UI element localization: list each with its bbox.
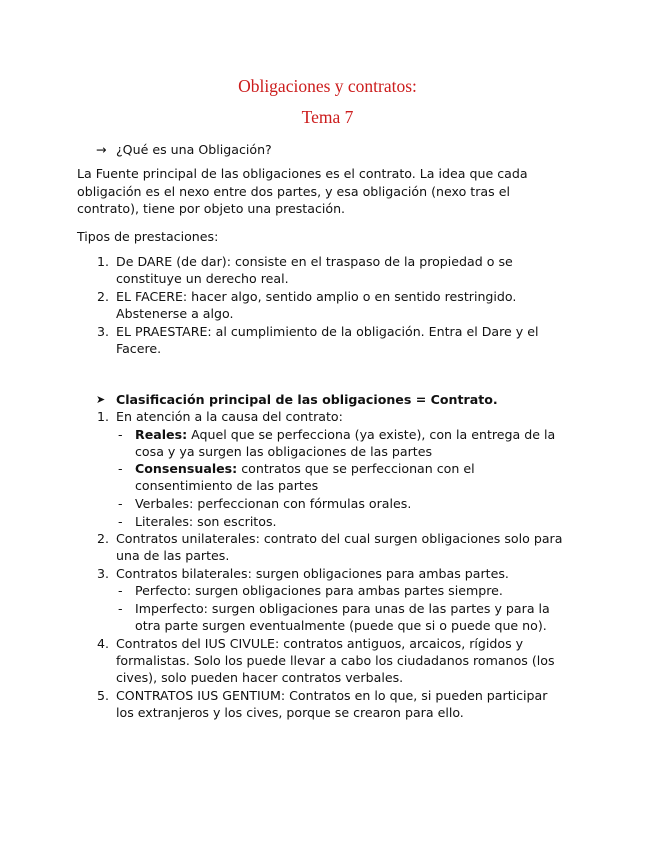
list-number: 2. — [97, 289, 110, 304]
dash-bullet: - — [118, 461, 123, 476]
list-item-line: Aquel que se perfecciona (ya existe), con la entrega de la — [187, 427, 556, 442]
list-number: 3. — [97, 324, 110, 339]
list-item-line: una de las partes. — [116, 548, 230, 563]
list-item-line: Contratos unilaterales: contrato del cual surgen obligaciones solo para — [116, 531, 563, 546]
arrow-icon: → — [96, 142, 107, 157]
dash-bullet: - — [118, 583, 123, 598]
list-item-line: Abstenerse a algo. — [116, 306, 234, 321]
list-item-line: CONTRATOS IUS GENTIUM: Contratos en lo que, si pueden participar — [116, 688, 548, 703]
intro-line: contrato), tiene por objeto una prestación. — [77, 201, 346, 216]
list-number: 3. — [97, 566, 110, 581]
list-number: 2. — [97, 531, 110, 546]
list-item-line: En atención a la causa del contrato: — [116, 409, 343, 424]
question-heading: ¿Qué es una Obligación? — [116, 142, 272, 157]
intro-line: La Fuente principal de las obligaciones es el contrato. La idea que cada — [77, 166, 528, 181]
list-item-line: constituye un derecho real. — [116, 271, 289, 286]
dash-bullet: - — [118, 514, 123, 529]
list-item-line: Facere. — [116, 341, 162, 356]
list-item-line: Perfecto: surgen obligaciones para ambas partes siempre. — [135, 583, 503, 598]
list-item-line: los extranjeros y los cives, porque se crearon para ello. — [116, 705, 464, 720]
list-number: 1. — [97, 254, 110, 269]
intro-line: obligación es el nexo entre dos partes, y esa obligación (nexo tras el — [77, 184, 510, 199]
dash-bullet: - — [118, 427, 123, 442]
list-item-line: formalistas. Solo los puede llevar a cabo los ciudadanos romanos (los — [116, 653, 555, 668]
dash-bullet: - — [118, 496, 123, 511]
list-item-line: contratos que se perfeccionan con el — [237, 461, 475, 476]
list-item-line: cosa y ya surgen las obligaciones de las partes — [135, 444, 433, 459]
list-number: 1. — [97, 409, 110, 424]
arrowhead-bullet-icon: ➤ — [96, 393, 106, 406]
list-item-line: EL FACERE: hacer algo, sentido amplio o en sentido restringido. — [116, 289, 517, 304]
list-item-line: Verbales: perfeccionan con fórmulas orales. — [135, 496, 412, 511]
list-item-line: cives), solo pueden hacer contratos verbales. — [116, 670, 404, 685]
list-item-line: Contratos del IUS CIVULE: contratos antiguos, arcaicos, rígidos y — [116, 636, 524, 651]
clasificacion-heading: Clasificación principal de las obligaciones = Contrato. — [116, 392, 498, 407]
list-item-line: EL PRAESTARE: al cumplimiento de la obligación. Entra el Dare y el — [116, 324, 539, 339]
dash-bullet: - — [118, 601, 123, 616]
list-item-line: Literales: son escritos. — [135, 514, 277, 529]
term-bold: Reales: — [135, 427, 188, 442]
list-number: 5. — [97, 688, 110, 703]
list-item-line: Imperfecto: surgen obligaciones para unas de las partes y para la — [135, 601, 550, 616]
list-item-line: Contratos bilaterales: surgen obligaciones para ambas partes. — [116, 566, 509, 581]
list-item-line: De DARE (de dar): consiste en el traspaso de la propiedad o se — [116, 254, 513, 269]
list-item-line: otra parte surgen eventualmente (puede que si o puede que no). — [135, 618, 547, 633]
document-subtitle: Tema 7 — [301, 107, 354, 127]
document-title: Obligaciones y contratos: — [238, 76, 417, 96]
list-number: 4. — [97, 636, 110, 651]
list-item-line: consentimiento de las partes — [135, 478, 319, 493]
term-bold: Consensuales: — [135, 461, 238, 476]
tipos-heading: Tipos de prestaciones: — [77, 229, 219, 244]
